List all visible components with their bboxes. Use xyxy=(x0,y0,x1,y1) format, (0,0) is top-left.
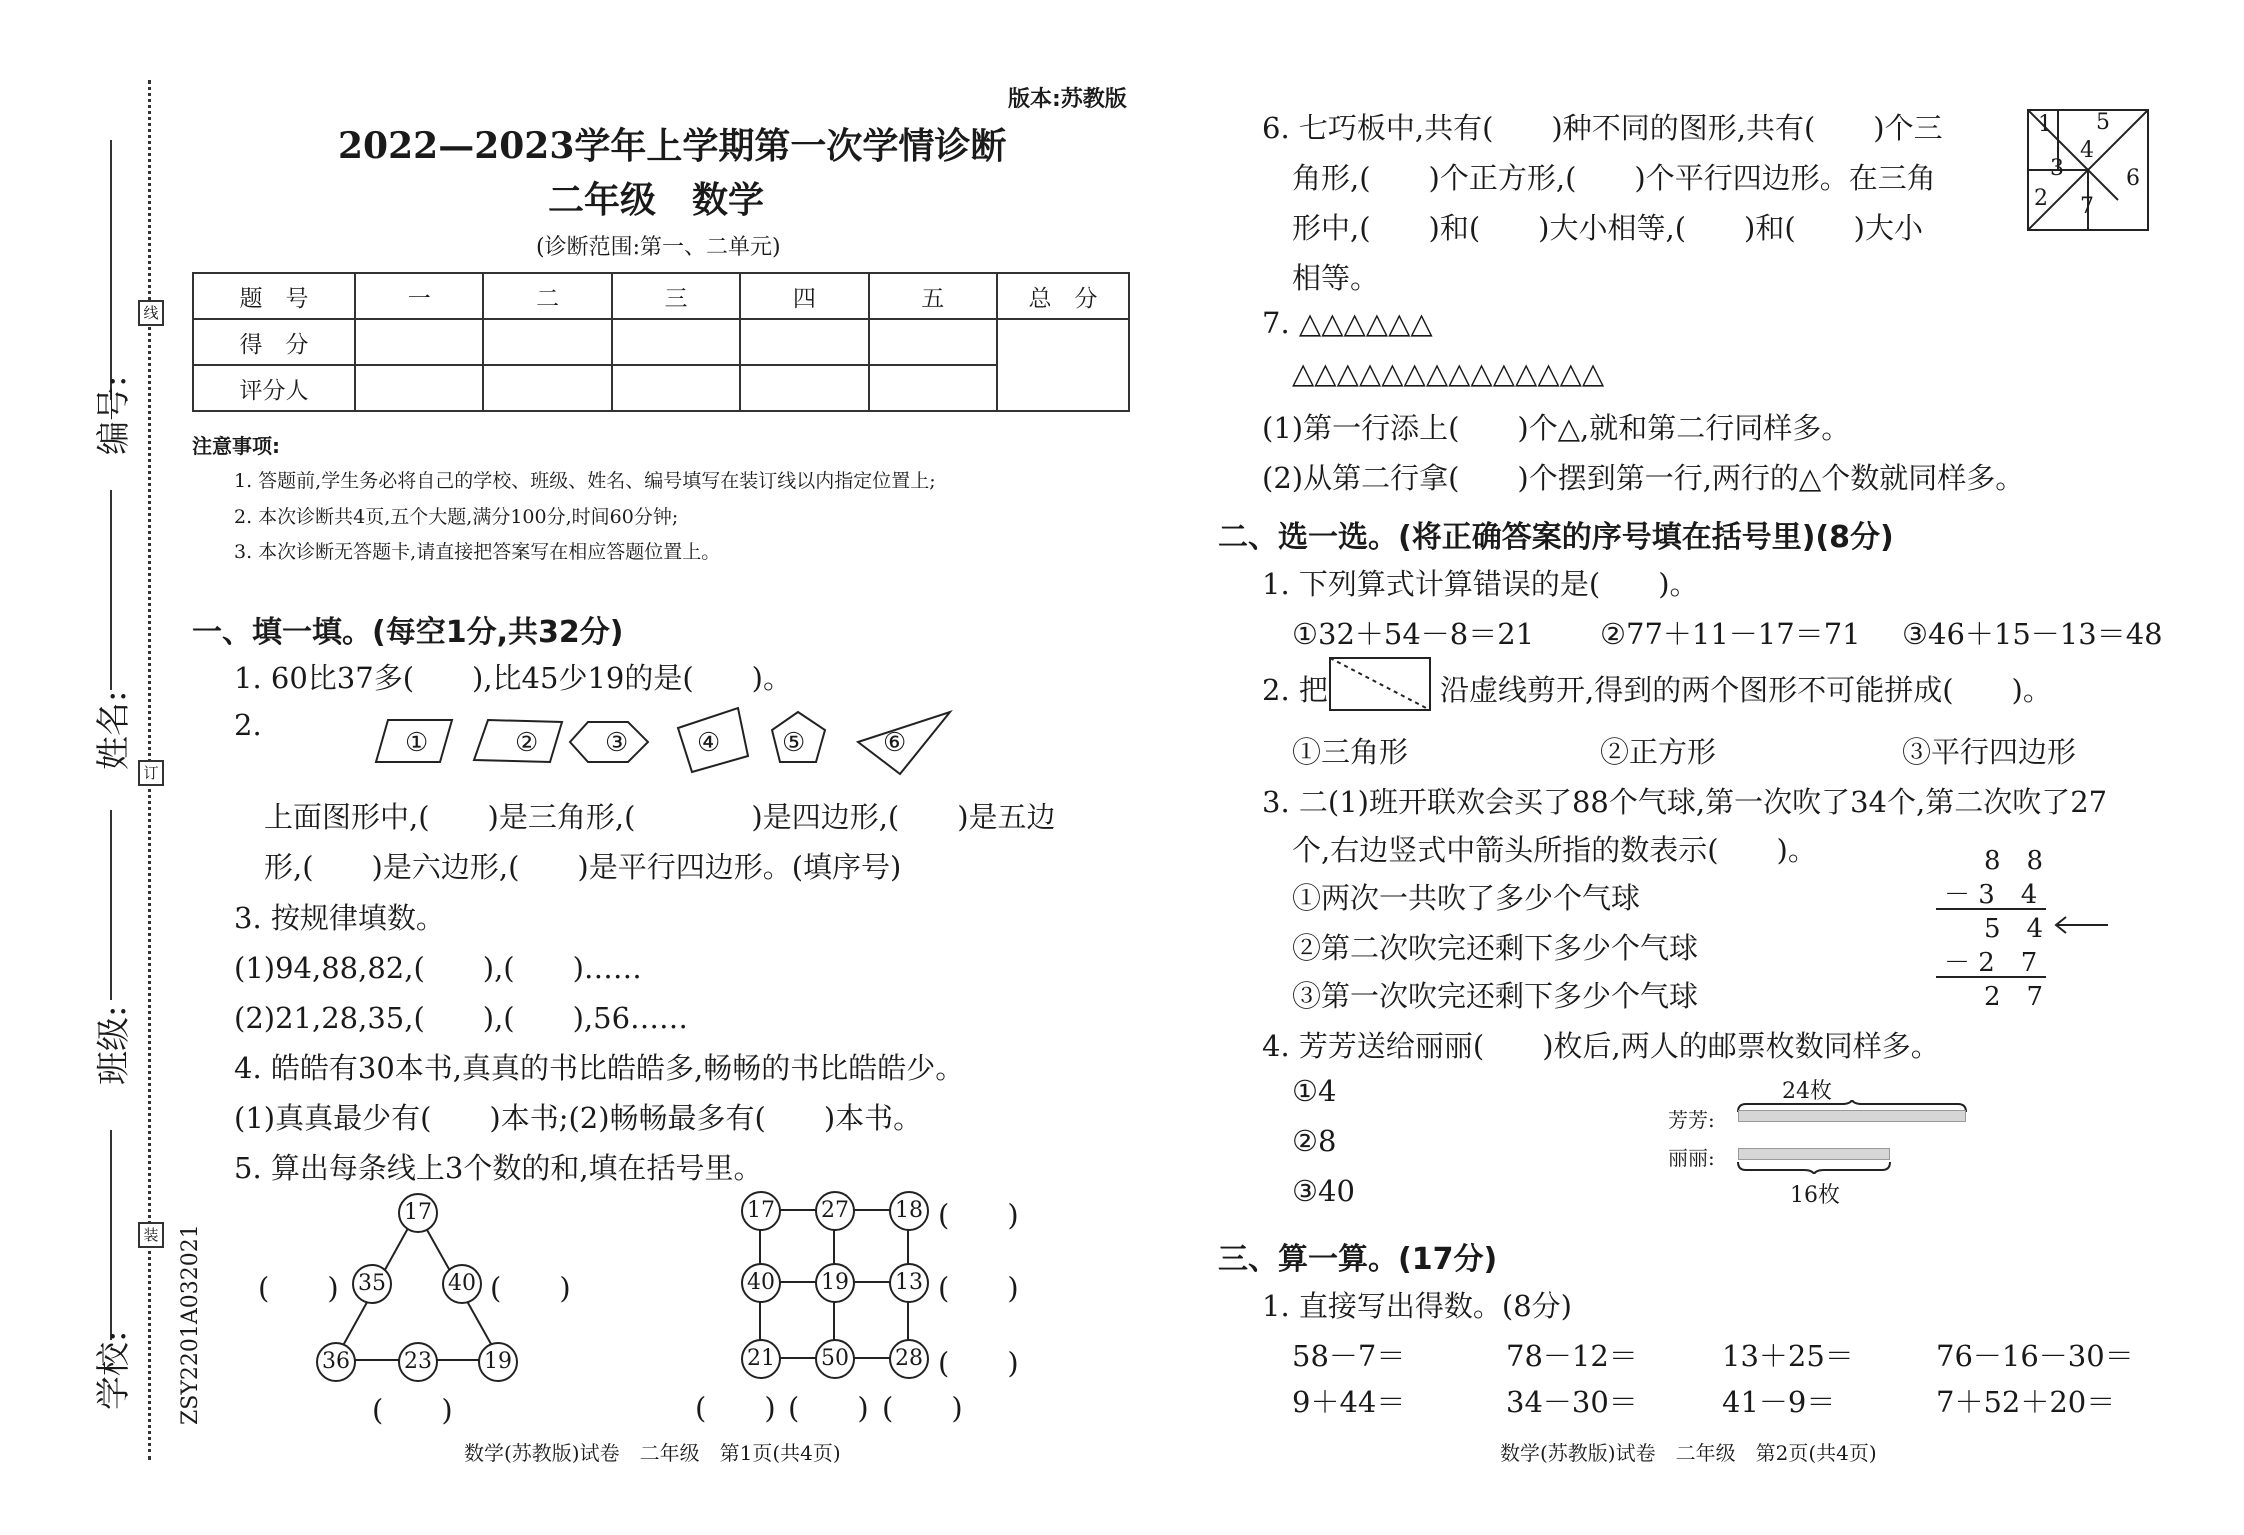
grid-node: 17 xyxy=(741,1191,781,1231)
q3-2-text: (2)21,28,35,( ),( ),56…… xyxy=(234,1001,689,1035)
score-header-cell: 五 xyxy=(869,273,997,319)
bottom-brace xyxy=(1736,1160,1892,1174)
s2q4-option: ③40 xyxy=(1292,1174,1355,1208)
q6-line: 角形,( )个正方形,( )个平行四边形。在三角 xyxy=(1292,161,1936,195)
s2q3-option: ①两次一共吹了多少个气球 xyxy=(1292,881,1641,915)
s2q2-option: ②正方形 xyxy=(1600,735,1717,769)
calc-item: 7＋52＋20＝ xyxy=(1936,1385,2116,1419)
grader-cell[interactable] xyxy=(740,365,868,411)
s2q3-line1: 3. 二(1)班开联欢会买了88个气球,第一次吹了34个,第二次吹了27 xyxy=(1262,785,2108,819)
notes-title: 注意事项: xyxy=(192,434,280,458)
tangram-label: 2 xyxy=(2034,186,2048,211)
school-label: 学校: xyxy=(94,1330,134,1410)
score-cell[interactable] xyxy=(869,319,997,365)
edition-label: 版本:苏教版 xyxy=(1008,87,1127,112)
q6-line: 形中,( )和( )大小相等,( )和( )大小 xyxy=(1292,211,1923,245)
triangle-node: 23 xyxy=(398,1342,438,1382)
footer-left: 数学(苏教版)试卷 二年级 第1页(共4页) xyxy=(464,1441,841,1465)
vertical-row: 2 7 xyxy=(1984,982,2044,1012)
score-header-cell: 三 xyxy=(612,273,740,319)
page-subtitle: 二年级 数学 xyxy=(548,179,765,221)
grader-cell[interactable] xyxy=(483,365,611,411)
calc-item: 9＋44＝ xyxy=(1292,1385,1406,1419)
notes-item: 1. 答题前,学生务必将自己的学校、班级、姓名、编号填写在装订线以内指定位置上; xyxy=(234,470,936,492)
q6-line: 相等。 xyxy=(1292,261,1380,295)
s2q4-option: ①4 xyxy=(1292,1074,1337,1108)
grid-node: 18 xyxy=(889,1191,929,1231)
notes-item: 2. 本次诊断共4页,五个大题,满分100分,时间60分钟; xyxy=(234,506,679,528)
arrow-icon xyxy=(2050,914,2110,936)
s2q3-line2: 个,右边竖式中箭头所指的数表示( )。 xyxy=(1292,833,1817,867)
shape-label: ④ xyxy=(697,728,721,758)
calc-item: 78－12＝ xyxy=(1506,1339,1638,1373)
q2-line2: 形,( )是六边形,( )是平行四边形。(填序号) xyxy=(264,850,902,884)
grid-node: 28 xyxy=(889,1339,929,1379)
answer-blank[interactable]: ( ) xyxy=(695,1391,776,1425)
number-label: 编号: xyxy=(94,375,134,455)
cut-mark-zhuang: 装 xyxy=(138,1222,164,1248)
grid-node: 19 xyxy=(815,1263,855,1303)
calc-item: 41－9＝ xyxy=(1722,1385,1836,1419)
section2-title: 二、选一选。(将正确答案的序号填在括号里)(8分) xyxy=(1218,520,1894,555)
stamp-bottom-label: 16枚 xyxy=(1790,1183,1840,1208)
total-cell[interactable] xyxy=(997,319,1129,411)
s2q2-text-a: 2. 把 xyxy=(1262,673,1328,707)
shape-label: ② xyxy=(515,728,539,758)
tangram-label: 7 xyxy=(2080,194,2094,219)
score-header-cell: 题 号 xyxy=(193,273,355,319)
score-cell[interactable] xyxy=(612,319,740,365)
triangle-node: 35 xyxy=(352,1264,392,1304)
q6-line: 6. 七巧板中,共有( )种不同的图形,共有( )个三 xyxy=(1262,111,1943,145)
s2q2-text-b: 沿虚线剪开,得到的两个图形不可能拼成( )。 xyxy=(1440,673,2052,707)
stamp-top-label: 24枚 xyxy=(1782,1079,1832,1104)
q1-text: 1. 60比37多( ),比45少19的是( )。 xyxy=(234,661,792,695)
grid-node: 27 xyxy=(815,1191,855,1231)
score-header-cell: 一 xyxy=(355,273,483,319)
answer-blank[interactable]: ( ) xyxy=(372,1393,453,1427)
triangle-node: 40 xyxy=(442,1264,482,1304)
cut-mark-xian: 线 xyxy=(138,300,164,326)
q2-shapes xyxy=(370,700,960,780)
q2-number: 2. xyxy=(234,708,262,742)
answer-blank[interactable]: ( ) xyxy=(788,1391,869,1425)
s2q2-option: ③平行四边形 xyxy=(1902,735,2077,769)
cut-mark-ding: 订 xyxy=(138,760,164,786)
grader-cell[interactable] xyxy=(612,365,740,411)
q3-text: 3. 按规律填数。 xyxy=(234,901,445,935)
score-cell[interactable] xyxy=(483,319,611,365)
section3-title: 三、算一算。(17分) xyxy=(1218,1242,1498,1277)
class-line xyxy=(110,810,112,1000)
q7-2-text: (2)从第二行拿( )个摆到第一行,两行的△个数就同样多。 xyxy=(1262,461,2025,495)
s2q1-option: ②77＋11－17＝71 xyxy=(1600,617,1861,651)
page-title: 2022—2023学年上学期第一次学情诊断 xyxy=(338,125,1007,167)
section1-title: 一、填一填。(每空1分,共32分) xyxy=(192,615,624,650)
cut-rectangle xyxy=(1328,656,1432,712)
tangram-label: 3 xyxy=(2050,156,2064,181)
q2-line1: 上面图形中,( )是三角形,( )是四边形,( )是五边 xyxy=(264,800,1056,834)
score-header-cell: 二 xyxy=(483,273,611,319)
fang-label: 芳芳: xyxy=(1668,1108,1715,1132)
triangle-node: 17 xyxy=(398,1193,438,1233)
q4-1-text: (1)真真最少有( )本书;(2)畅畅最多有( )本书。 xyxy=(234,1101,923,1135)
s2q1-text: 1. 下列算式计算错误的是( )。 xyxy=(1262,567,1699,601)
tangram-label: 1 xyxy=(2038,112,2052,137)
grid-node: 40 xyxy=(741,1263,781,1303)
score-cell[interactable] xyxy=(355,319,483,365)
school-line xyxy=(110,1130,112,1340)
paper-code: ZSY2201A032021 xyxy=(178,1224,203,1425)
grid-node: 21 xyxy=(741,1339,781,1379)
scope-text: (诊断范围:第一、二单元) xyxy=(536,235,781,260)
q7-row1: 7. △△△△△△ xyxy=(1262,306,1433,340)
s2q3-option: ②第二次吹完还剩下多少个气球 xyxy=(1292,931,1699,965)
q5-text: 5. 算出每条线上3个数的和,填在括号里。 xyxy=(234,1151,763,1185)
answer-blank[interactable]: ( ) xyxy=(938,1346,1019,1380)
calc-item: 58－7＝ xyxy=(1292,1339,1406,1373)
tangram-label: 4 xyxy=(2080,138,2094,163)
footer-right: 数学(苏教版)试卷 二年级 第2页(共4页) xyxy=(1500,1441,1877,1465)
vertical-row: 5 4 xyxy=(1984,914,2044,944)
score-row-label: 得 分 xyxy=(193,319,355,365)
answer-blank[interactable]: ( ) xyxy=(938,1198,1019,1232)
grader-cell[interactable] xyxy=(355,365,483,411)
notes-item: 3. 本次诊断无答题卡,请直接把答案写在相应答题位置上。 xyxy=(234,541,721,563)
q4-text: 4. 皓皓有30本书,真真的书比皓皓多,畅畅的书比皓皓少。 xyxy=(234,1051,965,1085)
tangram-label: 5 xyxy=(2096,110,2110,135)
s2q4-text: 4. 芳芳送给丽丽( )枚后,两人的邮票枚数同样多。 xyxy=(1262,1029,1940,1063)
score-header-row xyxy=(193,273,1129,319)
calc-item: 76－16－30＝ xyxy=(1936,1339,2134,1373)
answer-blank[interactable]: ( ) xyxy=(938,1271,1019,1305)
s2q1-option: ③46＋15－13＝48 xyxy=(1902,617,2163,651)
name-line xyxy=(110,490,112,690)
shape-label: ① xyxy=(405,728,429,758)
li-label: 丽丽: xyxy=(1668,1146,1715,1170)
s2q2-option: ①三角形 xyxy=(1292,735,1409,769)
answer-blank[interactable]: ( ) xyxy=(258,1271,339,1305)
grader-row xyxy=(193,365,1129,411)
s2q3-option: ③第一次吹完还剩下多少个气球 xyxy=(1292,979,1699,1013)
grader-cell[interactable] xyxy=(869,365,997,411)
score-header-cell: 四 xyxy=(740,273,868,319)
q3-1-text: (1)94,88,82,( ),( )…… xyxy=(234,951,642,985)
score-header-cell: 总 分 xyxy=(997,273,1129,319)
fang-bar xyxy=(1738,1110,1966,1122)
grid-node: 13 xyxy=(889,1263,929,1303)
grid-node: 50 xyxy=(815,1339,855,1379)
score-table xyxy=(192,272,1130,412)
shape-label: ③ xyxy=(605,728,629,758)
score-row xyxy=(193,319,1129,365)
q7-row2: △△△△△△△△△△△△△△ xyxy=(1292,356,1605,390)
triangle-node: 36 xyxy=(316,1342,356,1382)
shape-label: ⑥ xyxy=(883,728,907,758)
name-label: 姓名: xyxy=(94,690,134,770)
score-cell[interactable] xyxy=(740,319,868,365)
s3q1-text: 1. 直接写出得数。(8分) xyxy=(1262,1289,1572,1323)
vertical-row: － 2 7 xyxy=(1944,948,2038,978)
s2q4-option: ②8 xyxy=(1292,1124,1337,1158)
answer-blank[interactable]: ( ) xyxy=(882,1391,963,1425)
li-bar xyxy=(1738,1148,1890,1160)
triangle-node: 19 xyxy=(478,1342,518,1382)
q7-1-text: (1)第一行添上( )个△,就和第二行同样多。 xyxy=(1262,411,1851,445)
number-line xyxy=(110,140,112,400)
calc-item: 34－30＝ xyxy=(1506,1385,1638,1419)
grader-row-label: 评分人 xyxy=(193,365,355,411)
s2q1-option: ①32＋54－8＝21 xyxy=(1292,617,1535,651)
vertical-row: 8 8 xyxy=(1984,846,2044,876)
tangram-label: 6 xyxy=(2126,166,2140,191)
vertical-row: － 3 4 xyxy=(1944,880,2038,910)
answer-blank[interactable]: ( ) xyxy=(490,1271,571,1305)
class-label: 班级: xyxy=(94,1005,134,1085)
shape-label: ⑤ xyxy=(782,728,806,758)
calc-item: 13＋25＝ xyxy=(1722,1339,1854,1373)
